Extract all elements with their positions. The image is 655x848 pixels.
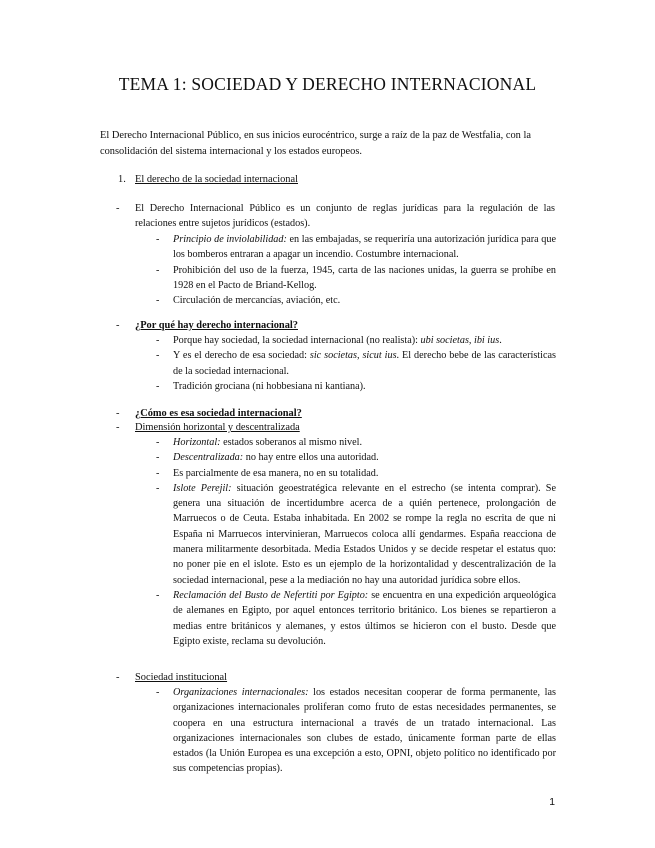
bullet-marker: -: [156, 467, 160, 479]
section3-list: [156, 435, 556, 649]
list-item: [156, 293, 556, 308]
section3-subheading: Dimensión horizontal y descentralizada: [135, 422, 300, 433]
bullet-marker: -: [156, 295, 160, 307]
bullet-marker: -: [156, 264, 160, 276]
list-item: [156, 450, 556, 465]
list-item: [156, 379, 556, 394]
list-item: [156, 263, 556, 294]
item-text: Prohibición del uso de la fuerza, 1945, carta de las naciones unidas, la guerra se prohíbe en 1928 en el Pacto de Briand-Kellog.: [173, 264, 556, 291]
list-item: [156, 481, 556, 588]
intro-paragraph: El Derecho Internacional Público, en sus inicios eurocéntrico, surge a raíz de la paz de Westfalia, con la consolidación del sistema internacional y los estados europeos.: [100, 130, 531, 157]
list-item: [156, 435, 556, 450]
section3-dash: -: [116, 408, 120, 419]
item-text: Es parcialmente de esa manera, no en su totalidad.: [173, 467, 379, 479]
item-term: Horizontal:: [173, 437, 221, 448]
item-text: estados soberanos al mismo nivel.: [220, 437, 363, 448]
list-item: [156, 588, 556, 649]
item-text: situación geoestratégica relevante en el estrecho (se intenta comprar). Se genera una situación de incertidumbre acerca de a quién pertenece, prolongación de Marruecos o de Ceuta. Estaba inhabitada. En 2002 se rompe la regla no escrita de que ni España ni Marruecos intervinieran, Marruecos coloca allí gendarmes. España reacciona de manera militarmente desorbitada. Media Estados Unidos y se decide respetar el estatus quo: no poner pie en el islote. Esto es un ejemplo de la horizontalidad y descentralización de la sociedad internacional, pese a la mediación no hay una autoridad jurídica sobre ellos.: [173, 482, 556, 586]
bullet-marker: -: [156, 437, 160, 448]
item-text: Porque hay sociedad, la sociedad internacional (no realista):: [173, 335, 421, 346]
item-italic: ubi societas, ibi ius: [420, 335, 500, 346]
item-term: Islote Perejil:: [173, 482, 232, 494]
item-text: .: [499, 335, 502, 346]
list-item: [156, 685, 556, 777]
list-item: [156, 348, 556, 379]
section4-heading: Sociedad institucional: [135, 672, 228, 683]
item-italic: sic societas, sicut ius: [309, 350, 397, 362]
bullet-marker: -: [156, 482, 160, 494]
section4-dash: -: [116, 672, 120, 683]
item-text: los estados necesitan cooperar de forma permanente, las organizaciones internacionales proliferan como fruto de estas necesidades permanentes, se coopera en una estructura internacional a través de un tratado internacional. Las organizaciones internacionales son clubes de estado, únicamente forman parte de ellas estados (la Unión Europea es una excepción a esto, OPNI, objeto político no identificado por sus competencias propias).: [173, 687, 556, 775]
section4-list: [156, 685, 556, 777]
bullet-marker: -: [156, 687, 160, 698]
bullet-marker: -: [156, 380, 160, 392]
item-term: Principio de inviolabilidad:: [173, 234, 287, 245]
bullet-marker: -: [156, 335, 160, 346]
item-text: no hay entre ellos una autoridad.: [243, 452, 379, 464]
section2-heading: ¿Por qué hay derecho internacional?: [135, 320, 298, 331]
bullet-marker: -: [156, 234, 160, 245]
list-item: [156, 333, 556, 348]
item-text: . El derecho bebe de las características de la sociedad internacional.: [173, 350, 556, 377]
page-number: 1: [549, 797, 555, 808]
item-term: Reclamación del Busto de Nefertiti por Egipto:: [173, 589, 369, 601]
bullet-marker: -: [156, 589, 160, 601]
document-title: TEMA 1: SOCIEDAD Y DERECHO INTERNACIONAL: [118, 74, 537, 94]
item-text: en las embajadas, se requeriría una autorización jurídica para que los bomberos entraran a apagar un incendio. Costumbre internacional.: [173, 234, 556, 261]
section2-dash: -: [116, 320, 120, 331]
section1-list: [156, 232, 556, 308]
list-item: [156, 466, 556, 481]
item-text: Circulación de mercancías, aviación, etc.: [173, 295, 341, 307]
bullet-marker: -: [156, 452, 160, 464]
list-item: [156, 232, 556, 263]
section1-number: 1.: [118, 174, 126, 185]
section2-list: [156, 333, 556, 394]
bullet-marker: -: [156, 350, 160, 362]
item-text: se encuentra en una expedición arqueológica de alemanes en Egipto, por aquel entonces territorio británico. Los bienes se repartieron a medias entre británicos y alemanes, y estos últimos se hicieron con el busto. Desde que Egipto existe, reclama su devolución.: [173, 589, 556, 647]
item-text: Tradición grociana (ni hobbesiana ni kantiana).: [173, 380, 366, 392]
item-term: Descentralizada:: [173, 452, 244, 464]
section3-sub-dash: -: [116, 422, 120, 433]
section3-heading: ¿Cómo es esa sociedad internacional?: [135, 408, 302, 419]
section1-paragraph: El Derecho Internacional Público es un conjunto de reglas jurídicas para la regulación de las relaciones entre sujetos jurídicos (estados).: [135, 203, 555, 230]
section1-dash: -: [116, 203, 120, 214]
section1-heading: El derecho de la sociedad internacional: [135, 174, 298, 185]
item-text: Y es el derecho de esa sociedad:: [173, 350, 310, 362]
item-term: Organizaciones internacionales:: [173, 687, 309, 698]
